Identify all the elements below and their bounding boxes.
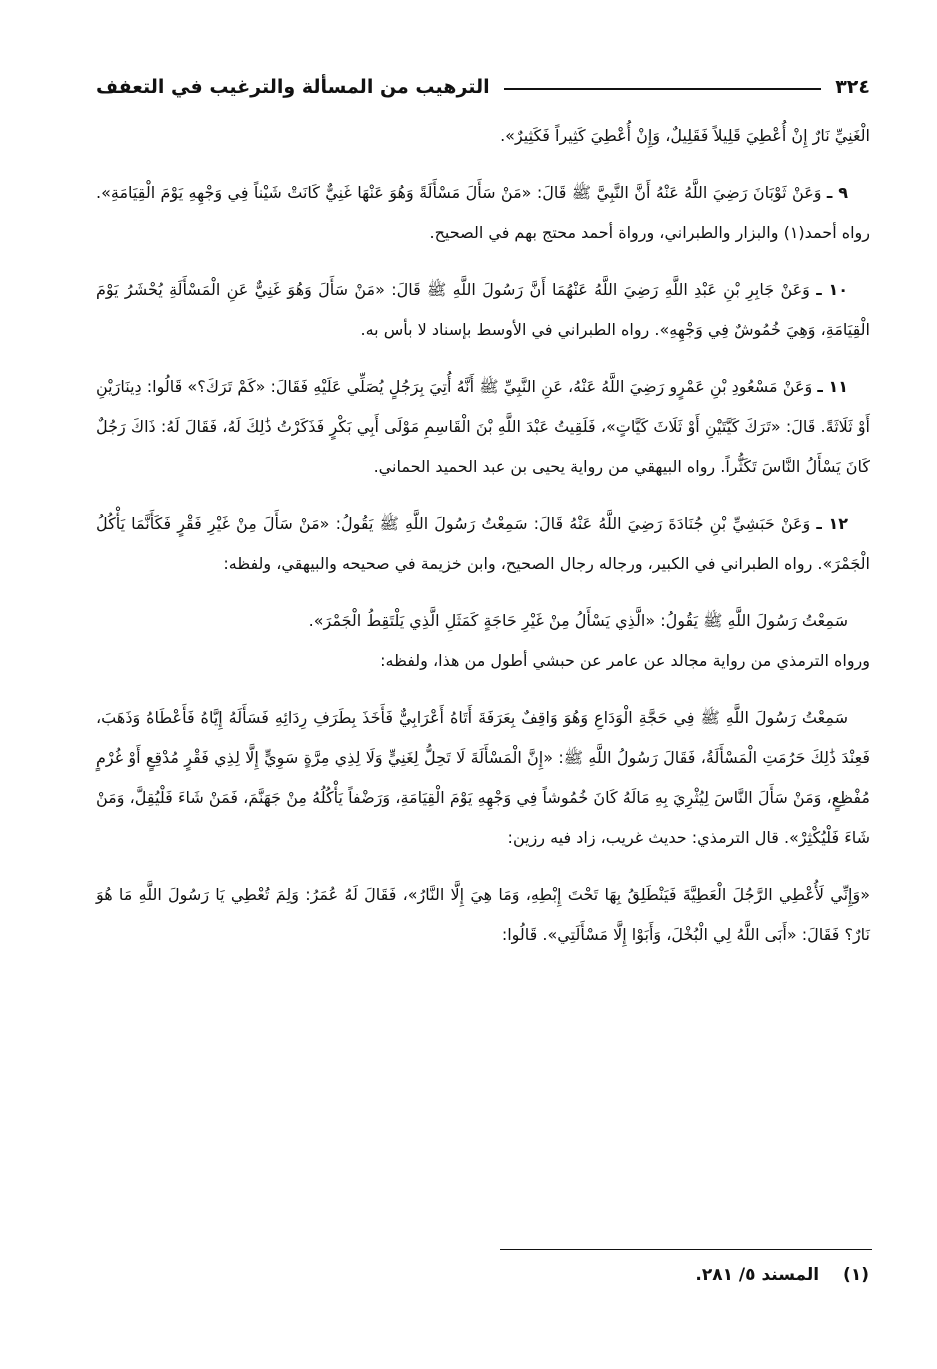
footnote-rule [500,1249,872,1250]
hadith-number: ١١ ـ [817,377,849,396]
razin-addition [96,875,870,955]
paragraph-text: ورواه الترمذي من رواية مجالد عن عامر عن حبشي أطول من هذا، ولفظه: [380,651,870,670]
hadith-number: ٩ ـ [826,183,848,202]
hadith-text: وَعَنْ حَبَشِيِّ بْنِ جُنَادَةَ رَضِيَ اللَّهُ عَنْهُ قَالَ: سَمِعْتُ رَسُولَ اللَّهِ ﷺ يَقُولُ: «مَنْ سَأَلَ مِنْ غَيْرِ فَقْرٍ فَكَأَنَّمَا يَأْكُلُ الْجَمْرَ». رواه الطبراني في الكبير، ورجاله رجال الصحيح، وابن خزيمة في صحيحه والبيهقي، ولفظه: [96,514,870,573]
footnote-text: المسند ٥/ ٢٨١. [695,1265,820,1285]
paragraph-text: «وَإِنِّي لَأُعْطِي الرَّجُلَ الْعَطِيَّةَ فَيَنْطَلِقُ بِهَا تَحْتَ إِبْطِهِ، وَمَا هِيَ إِلَّا النَّارُ»، فَقَالَ لَهُ عُمَرُ: وَلِمَ تُعْطِي يَا رَسُولَ اللَّهِ مَا هُوَ نَارٌ؟ فَقَالَ: «أَبَى اللَّهُ لِي الْبُخْلَ، وَأَبَوْا إِلَّا مَسْأَلَتِي». قَالُوا: [96,885,870,944]
hadith-10 [96,270,870,350]
tirmidhi-note [96,641,870,681]
paragraph-text: الْغَنِيِّ نَارٌ إِنْ أُعْطِيَ قَلِيلاً فَقَلِيلٌ، وَإِنْ أُعْطِيَ كَثِيراً فَكَثِيرٌ». [500,126,870,145]
footnote [695,1265,869,1285]
footnote-number: (١) [843,1265,869,1285]
book-page [96,70,870,955]
running-header [96,70,870,104]
hadith-text: وَعَنْ جَابِرِ بْنِ عَبْدِ اللَّهِ رَضِيَ اللَّهُ عَنْهُمَا أَنَّ رَسُولَ اللَّهِ ﷺ قَالَ: «مَنْ سَأَلَ وَهُوَ غَنِيٌّ عَنِ الْمَسْأَلَةِ يُحْشَرُ يَوْمَ الْقِيَامَةِ، وَهِيَ خُمُوشٌ فِي وَجْهِهِ». رواه الطبراني في الأوسط بإسناد لا بأس به. [96,280,870,339]
hadith-11 [96,367,870,487]
body-text [96,116,870,955]
hadith-text: وَعَنْ ثَوْبَانَ رَضِيَ اللَّهُ عَنْهُ أَنَّ النَّبِيَّ ﷺ قَالَ: «مَنْ سَأَلَ مَسْأَلَةً وَهُوَ عَنْهَا غَنِيٌّ كَانَتْ شَيْناً فِي وَجْهِهِ يَوْمَ الْقِيَامَةِ». رواه أحمد(١) والبزار والطبراني، ورواة أحمد محتج بهم في الصحيح. [96,183,870,242]
hadith-number: ١٢ ـ [816,514,849,533]
header-rule [504,88,822,90]
running-title: الترهيب من المسألة والترغيب في التعفف [96,76,490,98]
hadith-number: ١٠ ـ [816,280,849,299]
page-number: ٣٢٤ [835,76,870,98]
hadith-9 [96,173,870,253]
paragraph-continuation [96,116,870,156]
tirmidhi-wording [96,698,870,858]
paragraph-text: سَمِعْتُ رَسُولَ اللَّهِ ﷺ يَقُولُ: «الَّذِي يَسْأَلُ مِنْ غَيْرِ حَاجَةٍ كَمَثَلِ الَّذِي يَلْتَقِطُ الْجَمْرَ». [308,611,848,630]
hadith-12 [96,504,870,584]
hadith-text: وَعَنْ مَسْعُودِ بْنِ عَمْرٍو رَضِيَ اللَّهُ عَنْهُ، عَنِ النَّبِيِّ ﷺ أَنَّهُ أُتِيَ بِرَجُلٍ يُصَلِّي عَلَيْهِ فَقَالَ: «كَمْ تَرَكَ؟» قَالُوا: دِينَارَيْنِ أَوْ ثَلَاثَةً. قَالَ: «تَرَكَ كَيَّتَيْنِ أَوْ ثَلَاثَ كَيَّاتٍ»، فَلَقِيتُ عَبْدَ اللَّهِ بْنَ الْقَاسِمِ مَوْلَى أَبِي بَكْرٍ فَذَكَرْتُ ذَٰلِكَ لَهُ، فَقَالَ لَهُ: ذَاكَ رَجُلٌ كَانَ يَسْأَلُ النَّاسَ تَكَثُّراً. رواه البيهقي من رواية يحيى بن عبد الحميد الحماني. [96,377,870,476]
paragraph-text: سَمِعْتُ رَسُولَ اللَّهِ ﷺ فِي حَجَّةِ الْوَدَاعِ وَهُوَ وَاقِفٌ بِعَرَفَةَ أَتَاهُ أَعْرَابِيٌّ فَأَخَذَ بِطَرَفِ رِدَائِهِ فَسَأَلَهُ إِيَّاهُ فَأَعْطَاهُ وَذَهَبَ، فَعِنْدَ ذَٰلِكَ حَرُمَتِ الْمَسْأَلَةُ، فَقَالَ رَسُولُ اللَّهِ ﷺ: «إِنَّ الْمَسْأَلَةَ لَا تَحِلُّ لِغَنِيٍّ وَلَا لِذِي مِرَّةٍ سَوِيٍّ إِلَّا لِذِي فَقْرٍ مُدْقِعٍ أَوْ غُرْمٍ مُفْظِعٍ، وَمَنْ سَأَلَ النَّاسَ لِيُثْرِيَ بِهِ مَالَهُ كَانَ خُمُوشاً فِي وَجْهِهِ يَوْمَ الْقِيَامَةِ، وَرَضْفاً يَأْكُلُهُ مِنْ جَهَنَّمَ، فَمَنْ شَاءَ فَلْيُقِلَّ، وَمَنْ شَاءَ فَلْيُكْثِرْ». قال الترمذي: حديث غريب، زاد فيه رزين: [96,708,870,847]
quoted-wording [96,601,870,641]
